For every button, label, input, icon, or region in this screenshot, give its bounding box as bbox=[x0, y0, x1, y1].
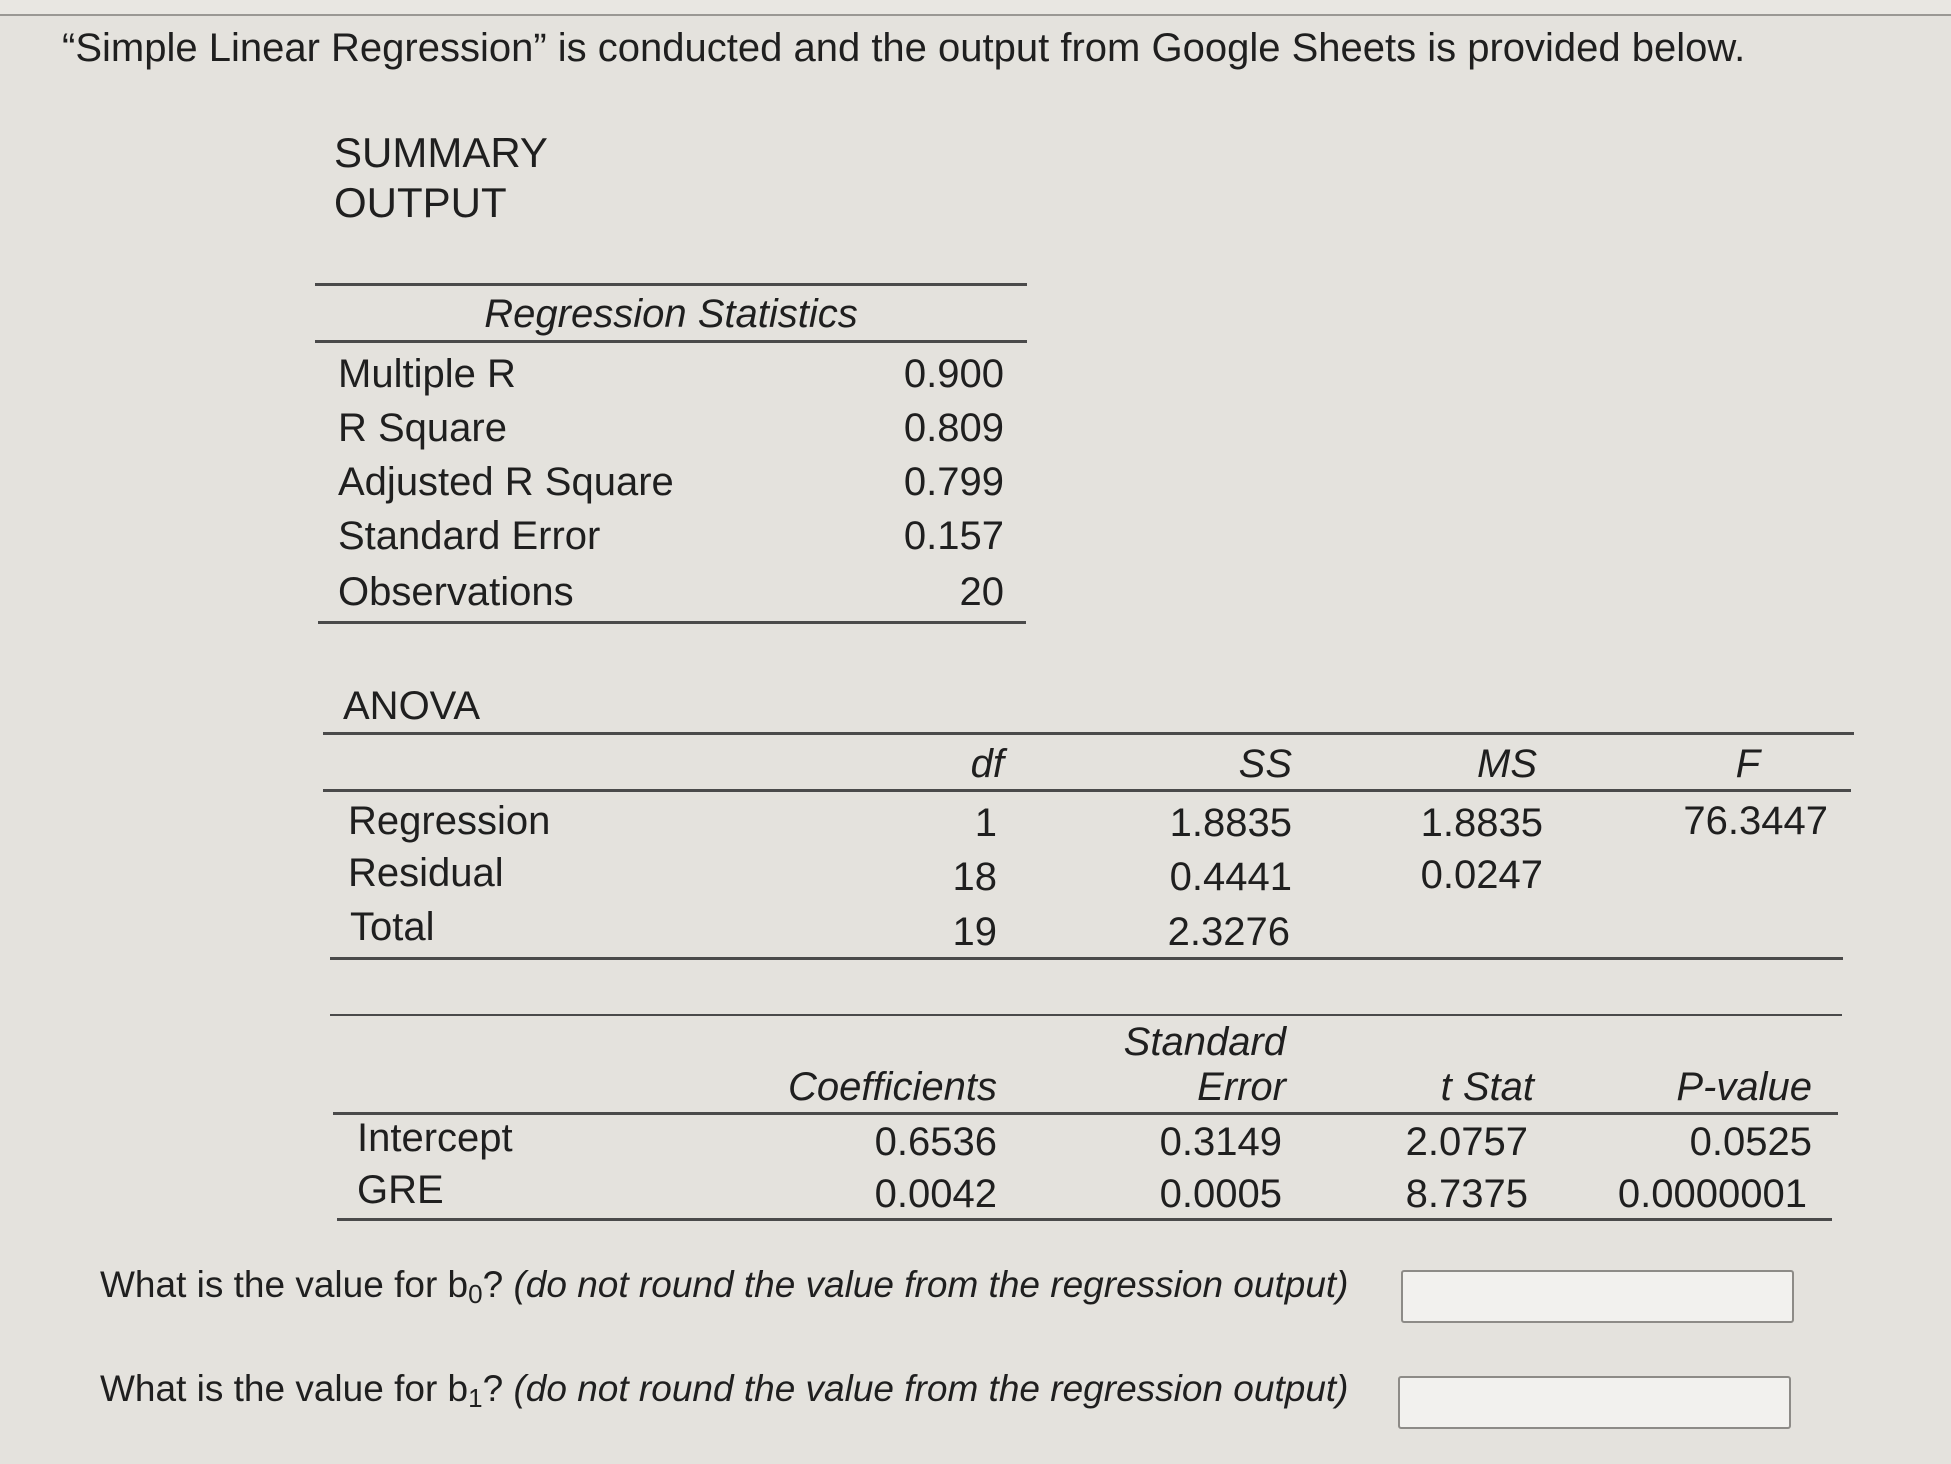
anova-top-rule bbox=[323, 732, 1854, 735]
question-b1: What is the value for $b_1$? (do not round the value from the regression output) bbox=[100, 1368, 1349, 1413]
regstats-label: Multiple R bbox=[338, 352, 516, 396]
coef-header-rule bbox=[333, 1112, 1838, 1115]
summary-title-line: SUMMARY bbox=[334, 129, 548, 176]
coef-row-label: Intercept bbox=[357, 1116, 513, 1160]
b0-answer-input[interactable] bbox=[1401, 1270, 1794, 1323]
anova-ss: 1.8835 bbox=[1169, 801, 1292, 845]
anova-ss: 2.3276 bbox=[1167, 910, 1290, 954]
regstats-header-rule bbox=[315, 340, 1027, 343]
anova-bottom-rule bbox=[330, 957, 1843, 960]
regstats-label: Adjusted R Square bbox=[338, 460, 674, 504]
coef-tstat: 2.0757 bbox=[1405, 1120, 1528, 1164]
summary-output-title bbox=[334, 128, 548, 228]
anova-ms: 1.8835 bbox=[1420, 801, 1543, 845]
regstats-header: Regression Statistics bbox=[484, 292, 858, 336]
top-border bbox=[0, 0, 1951, 16]
regstats-value: 0.157 bbox=[903, 514, 1004, 558]
regstats-top-rule bbox=[315, 283, 1027, 286]
anova-f: 76.3447 bbox=[1683, 799, 1828, 843]
coef-pvalue: 0.0525 bbox=[1689, 1120, 1812, 1164]
anova-header-ss: SS bbox=[1238, 742, 1292, 786]
anova-header-f: F bbox=[1735, 742, 1760, 786]
coef-header-coef: Coefficients bbox=[788, 1065, 997, 1109]
anova-title: ANOVA bbox=[343, 684, 481, 728]
b1-answer-input[interactable] bbox=[1398, 1376, 1791, 1429]
regstats-value: 0.900 bbox=[903, 352, 1004, 396]
coef-bottom-rule bbox=[337, 1218, 1832, 1221]
anova-row-label: Residual bbox=[348, 851, 504, 895]
anova-df: 19 bbox=[952, 910, 997, 954]
coef-header-se: Standard bbox=[1123, 1020, 1286, 1064]
anova-row-label: Total bbox=[350, 905, 435, 949]
coef-tstat: 8.7375 bbox=[1405, 1172, 1528, 1216]
regstats-label: Standard Error bbox=[338, 514, 601, 558]
intro-text: “Simple Linear Regression” is conducted and the output from Google Sheets is provided below. bbox=[62, 26, 1746, 70]
coef-se: 0.0005 bbox=[1159, 1172, 1282, 1216]
coef-header-tstat: t Stat bbox=[1440, 1065, 1534, 1109]
coef-pvalue: 0.0000001 bbox=[1617, 1172, 1807, 1216]
regstats-label: Observations bbox=[338, 570, 574, 614]
regstats-value: 20 bbox=[959, 570, 1004, 614]
anova-ss: 0.4441 bbox=[1169, 855, 1292, 899]
anova-header-rule bbox=[323, 789, 1851, 792]
coef-value: 0.0042 bbox=[874, 1172, 997, 1216]
coef-row-label: GRE bbox=[357, 1168, 444, 1212]
coef-header-pvalue: P-value bbox=[1676, 1065, 1812, 1109]
regstats-label: R Square bbox=[338, 406, 507, 450]
regstats-value: 0.799 bbox=[903, 460, 1004, 504]
anova-row-label: Regression bbox=[348, 799, 551, 843]
anova-header-ms: MS bbox=[1477, 742, 1537, 786]
question-b0: What is the value for $b_0$? (do not round the value from the regression output) bbox=[100, 1264, 1349, 1309]
coef-value: 0.6536 bbox=[874, 1120, 997, 1164]
coef-se: 0.3149 bbox=[1159, 1120, 1282, 1164]
coef-header-se: Error bbox=[1197, 1065, 1286, 1109]
anova-df: 18 bbox=[952, 855, 997, 899]
anova-ms: 0.0247 bbox=[1420, 853, 1543, 897]
regstats-bottom-rule bbox=[318, 621, 1026, 624]
coef-top-rule bbox=[330, 1014, 1842, 1016]
anova-header-df: df bbox=[970, 742, 1004, 786]
anova-df: 1 bbox=[974, 801, 997, 845]
summary-title-line: OUTPUT bbox=[334, 179, 507, 226]
regstats-value: 0.809 bbox=[903, 406, 1004, 450]
